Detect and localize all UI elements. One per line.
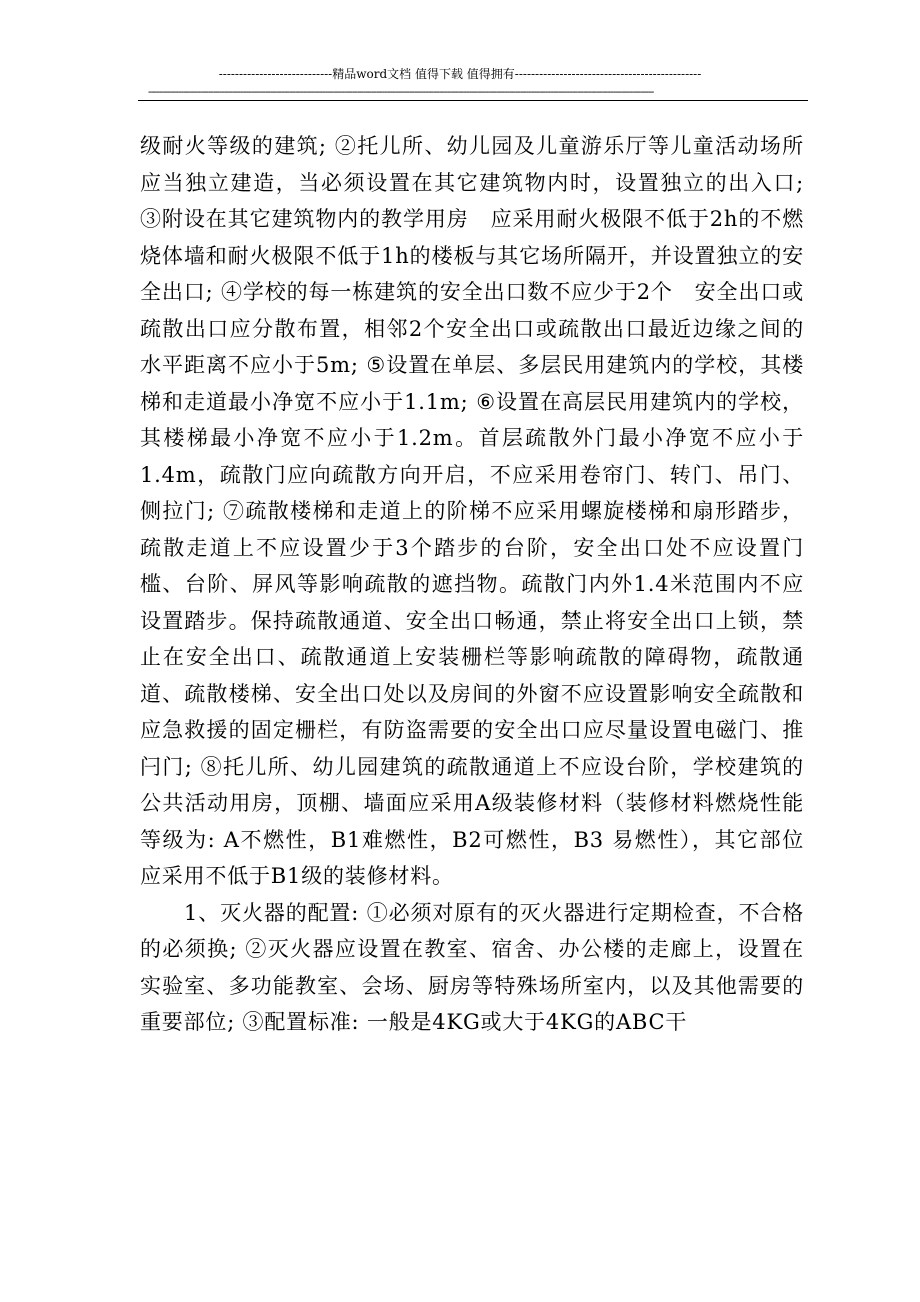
body-paragraph-1: 级耐火等级的建筑; ②托儿所、幼儿园及儿童游乐厅等儿童活动场所应当独立建造，当必须设置在其它建筑物内时，设置独立的出入口; ③附设在其它建筑物内的教学用房 应采用耐火极限不低于2h的不燃烧体墙和耐火极限不低于1h的楼板与其它场所隔开，并设置独立的安全出口; ④学校的每一栋建筑的安全出口数不应少于2个 安全出口或疏散出口应分散布置，相邻2个安全出口或疏散出口最近边缘之间的水平距离不应小于5m; ⑤设置在单层、多层民用建筑内的学校，其楼梯和走道最小净宽不应小于1.1m; ⑥设置在高层民用建筑内的学校，其楼梯最小净宽不应小于1.2m。首层疏散外门最小净宽不应小于1.4m，疏散门应向疏散方向开启，不应采用卷帘门、转门、吊门、侧拉门; ⑦疏散楼梯和走道上的阶梯不应采用螺旋楼梯和扇形踏步，疏散走道上不应设置少于3个踏步的台阶，安全出口处不应设置门槛、台阶、屏风等影响疏散的遮挡物。疏散门内外1.4米范围内不应设置踏步。保持疏散通道、安全出口畅通，禁止将安全出口上锁，禁止在安全出口、疏散通道上安装栅栏等影响疏散的障碍物，疏散通道、疏散楼梯、安全出口处以及房间的外窗不应设置影响安全疏散和应急救援的固定栅栏，有防盗需要的安全出口应尽量设置电磁门、推闩门; ⑧托儿所、幼儿园建筑的疏散通道上不应设台阶，学校建筑的公共活动用房，顶棚、墙面应采用A级装修材料（装修材料燃烧性能等级为: A不燃性，B1难燃性，B2可燃性，B3 易燃性），其它部位应采用不低于B1级的装修材料。 <box>140 134 804 888</box>
header-divider <box>138 100 808 101</box>
document-body <box>140 128 804 1041</box>
page-header-banner: ----------------------------精品word文档 值得下载 值得拥有---------------------------------------------- <box>218 67 702 81</box>
page-header-dashes: ------------------------------------------------------------------------------------------------------------------------------------------------------------------------------------------ <box>148 85 654 98</box>
body-paragraph-2: 1、灭火器的配置: ①必须对原有的灭火器进行定期检查，不合格的必须换; ②灭火器应设置在教室、宿舍、办公楼的走廊上，设置在实验室、多功能教室、会场、厨房等特殊场所室内，以及其他需要的重要部位; ③配置标准: 一般是4KG或大于4KG的ABC干 <box>140 900 804 1034</box>
